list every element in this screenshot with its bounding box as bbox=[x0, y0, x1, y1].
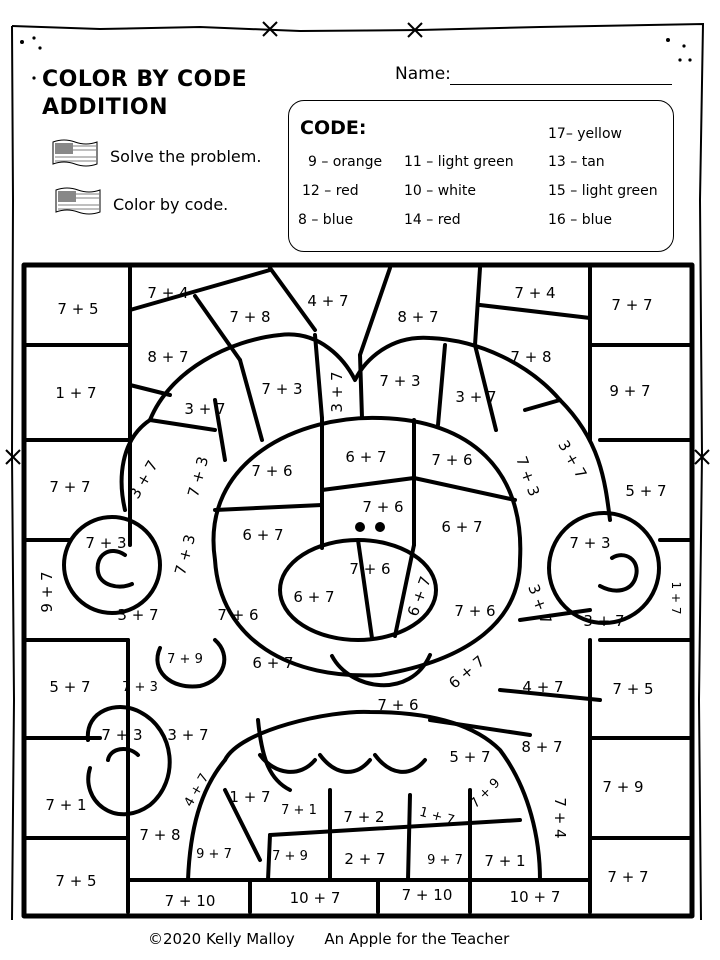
problem-label: 1 + 7 bbox=[669, 581, 683, 615]
problem-label: 7 + 10 bbox=[164, 892, 216, 910]
problem-label: 7 + 1 bbox=[45, 796, 87, 814]
problem-label: 7 + 6 bbox=[431, 451, 473, 469]
problem-label: 4 + 7 bbox=[307, 292, 349, 310]
problem-label: 6 + 7 bbox=[242, 526, 284, 544]
problem-label: 7 + 5 bbox=[55, 872, 97, 890]
problem-label: 7 + 2 bbox=[343, 808, 385, 826]
problem-label: 5 + 7 bbox=[49, 678, 91, 696]
brand-text: An Apple for the Teacher bbox=[324, 930, 510, 948]
problem-label: 7 + 3 bbox=[569, 534, 611, 552]
problem-label: 7 + 3 bbox=[379, 372, 421, 390]
problem-label: 7 + 3 bbox=[171, 532, 200, 577]
problem-label: 7 + 10 bbox=[401, 886, 453, 904]
problem-label: 1 + 7 bbox=[229, 788, 271, 806]
problem-label: 3 + 7 bbox=[184, 400, 226, 418]
problem-label: 3 + 7 bbox=[554, 437, 591, 482]
problem-label: 2 + 7 bbox=[344, 850, 386, 868]
problem-label: 7 + 7 bbox=[49, 478, 91, 496]
problem-label: 6 + 7 bbox=[345, 448, 387, 466]
problem-label: 3 + 7 bbox=[167, 726, 209, 744]
problem-label: 8 + 7 bbox=[397, 308, 439, 326]
problem-label: 7 + 1 bbox=[281, 803, 317, 818]
problem-label: 7 + 1 bbox=[484, 852, 526, 870]
problem-label: 10 + 7 bbox=[289, 889, 341, 907]
problem-label: 8 + 7 bbox=[521, 738, 563, 756]
code-item: 8 – blue bbox=[298, 212, 354, 228]
footer bbox=[148, 930, 509, 948]
problem-label: 7 + 5 bbox=[612, 680, 654, 698]
code-item: 15 – light green bbox=[548, 183, 658, 199]
code-item: 9 – orange bbox=[308, 154, 383, 170]
code-item: 17– yellow bbox=[548, 126, 622, 142]
problem-label: 9 + 7 bbox=[609, 382, 651, 400]
problem-label: 6 + 7 bbox=[293, 588, 335, 606]
code-title: CODE: bbox=[300, 117, 367, 139]
problem-label: 3 + 7 bbox=[583, 612, 625, 630]
problem-label: 7 + 9 bbox=[602, 778, 644, 796]
problem-label: 7 + 4 bbox=[147, 284, 189, 302]
problem-label: 3 + 7 bbox=[117, 606, 159, 624]
problem-label: 7 + 9 bbox=[467, 775, 504, 812]
code-item: 10 – white bbox=[404, 183, 477, 199]
problem-label: 7 + 8 bbox=[139, 826, 181, 844]
problem-label: 7 + 6 bbox=[251, 462, 293, 480]
problem-label: 6 + 7 bbox=[441, 518, 483, 536]
problem-label: 6 + 7 bbox=[445, 652, 489, 693]
problem-label: 3 + 7 bbox=[524, 581, 556, 627]
problem-label: 7 + 3 bbox=[261, 380, 303, 398]
problem-label: 7 + 3 bbox=[512, 453, 544, 499]
problem-label: 7 + 8 bbox=[229, 308, 271, 326]
problem-label: 9 + 7 bbox=[38, 571, 56, 613]
problem-label: 7 + 7 bbox=[611, 296, 653, 314]
problem-label: 6 + 7 bbox=[403, 573, 435, 619]
problem-label: 5 + 7 bbox=[449, 748, 491, 766]
problem-label: 7 + 6 bbox=[454, 602, 496, 620]
copyright-text: ©2020 Kelly Malloy bbox=[148, 930, 295, 948]
title-line-1: COLOR BY CODE bbox=[42, 67, 248, 92]
problem-label: 8 + 7 bbox=[147, 348, 189, 366]
problem-label: 3 + 7 bbox=[455, 388, 497, 406]
problem-label: 7 + 3 bbox=[101, 726, 143, 744]
name-label: Name: bbox=[395, 64, 451, 84]
problem-label: 7 + 4 bbox=[551, 797, 569, 839]
problem-label: 7 + 9 bbox=[272, 849, 308, 864]
problem-label: 4 + 7 bbox=[181, 771, 213, 810]
problem-label: 3 + 7 bbox=[125, 457, 162, 502]
problem-label: 10 + 7 bbox=[509, 888, 561, 906]
title-line-2: ADDITION bbox=[42, 95, 169, 120]
problem-label: 7 + 6 bbox=[349, 560, 391, 578]
problem-label: 7 + 5 bbox=[57, 300, 99, 318]
problem-label: 7 + 6 bbox=[362, 498, 404, 516]
problem-label: 5 + 7 bbox=[625, 482, 667, 500]
eye-dot bbox=[375, 522, 385, 532]
instruction-color: Color by code. bbox=[113, 195, 229, 214]
problem-label: 7 + 3 bbox=[85, 534, 127, 552]
problem-label: 7 + 6 bbox=[377, 696, 419, 714]
problem-label: 7 + 8 bbox=[510, 348, 552, 366]
problem-label: 7 + 6 bbox=[217, 606, 259, 624]
instruction-solve: Solve the problem. bbox=[110, 147, 262, 166]
code-item: 11 – light green bbox=[404, 154, 514, 170]
problem-label: 7 + 3 bbox=[122, 680, 158, 695]
problem-label: 7 + 9 bbox=[167, 652, 203, 667]
problem-label: 4 + 7 bbox=[522, 678, 564, 696]
problem-label: 6 + 7 bbox=[252, 654, 294, 672]
eye-dot bbox=[355, 522, 365, 532]
problem-label: 1 + 7 bbox=[417, 804, 457, 829]
code-item: 12 – red bbox=[302, 183, 359, 199]
problem-label: 7 + 4 bbox=[514, 284, 556, 302]
problem-label: 7 + 7 bbox=[607, 868, 649, 886]
code-item: 13 – tan bbox=[548, 154, 605, 170]
problem-label: 7 + 3 bbox=[184, 454, 213, 499]
problem-label: 3 + 7 bbox=[328, 371, 346, 413]
problem-label: 9 + 7 bbox=[196, 847, 232, 862]
problem-label: 9 + 7 bbox=[427, 853, 463, 868]
problem-label: 1 + 7 bbox=[55, 384, 97, 402]
code-item: 16 – blue bbox=[548, 212, 612, 228]
code-item: 14 – red bbox=[404, 212, 461, 228]
